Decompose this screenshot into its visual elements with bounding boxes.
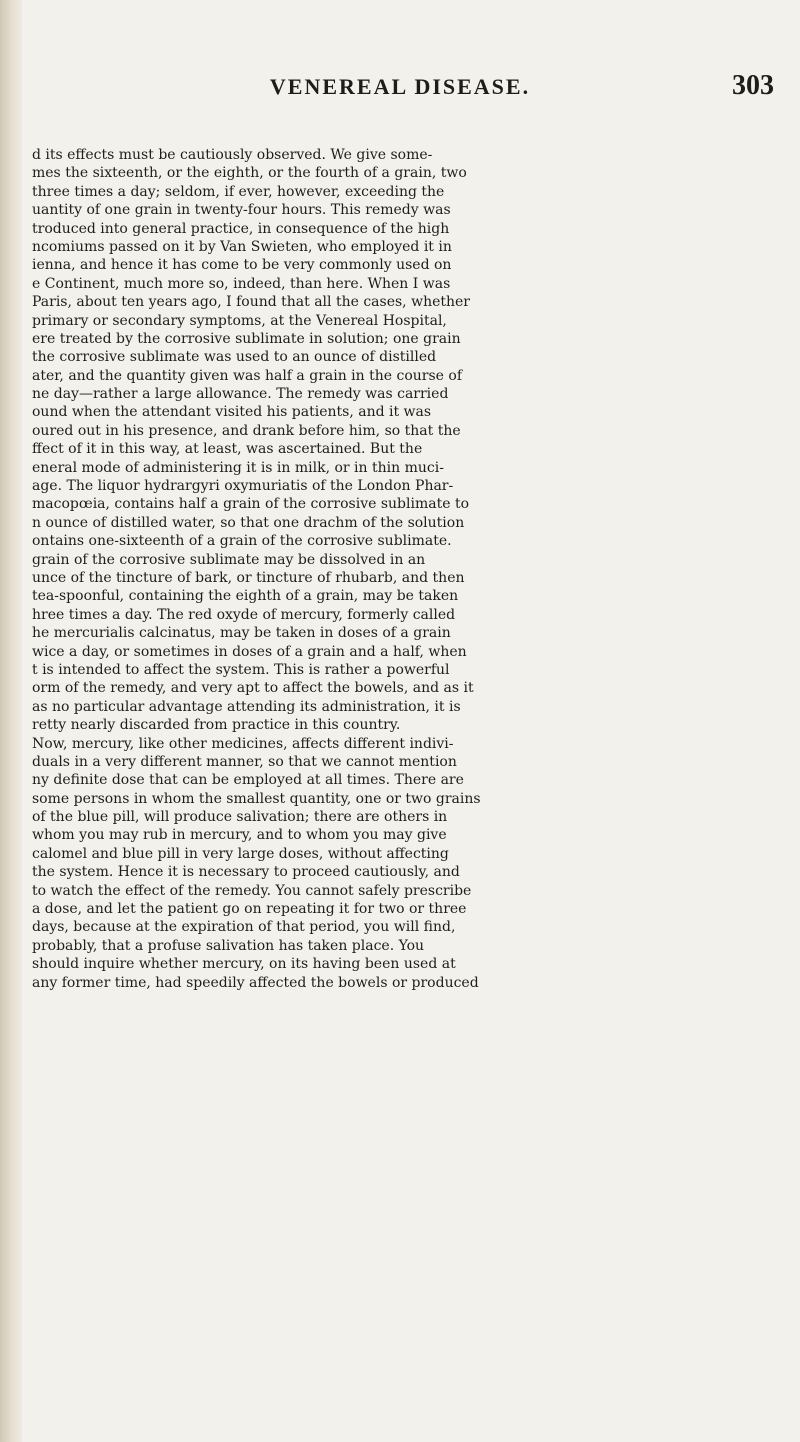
- text-line: of the blue pill, will produce salivation; there are others in: [32, 809, 448, 826]
- text-line: ne day—rather a large allowance. The remedy was carried: [32, 386, 449, 403]
- text-line: tea-spoonful, containing the eighth of a grain, may be taken: [32, 588, 459, 605]
- text-line: calomel and blue pill in very large doses, without affecting: [32, 845, 449, 862]
- text-line: grain of the corrosive sublimate may be dissolved in an: [32, 551, 426, 568]
- text-line: ny definite dose that can be employed at all times. There are: [32, 772, 464, 789]
- text-line: whom you may rub in mercury, and to whom you may give: [32, 827, 447, 844]
- text-line: age. The liquor hydrargyri oxymuriatis of the London Phar-: [32, 478, 454, 495]
- text-line: the system. Hence it is necessary to proceed cautiously, and: [32, 864, 460, 881]
- text-line: troduced into general practice, in consequence of the high: [32, 220, 450, 237]
- text-line: unce of the tincture of bark, or tincture of rhubarb, and then: [32, 569, 465, 586]
- page-number: 303: [732, 70, 774, 101]
- text-line: n ounce of distilled water, so that one drachm of the solution: [32, 514, 465, 531]
- text-line: ienna, and hence it has come to be very commonly used on: [32, 257, 452, 274]
- text-line: any former time, had speedily affected the bowels or produced: [32, 974, 479, 991]
- text-line: some persons in whom the smallest quantity, one or two grains: [32, 790, 481, 807]
- text-line: retty nearly discarded from practice in this country.: [32, 717, 401, 734]
- text-line: duals in a very different manner, so that we cannot mention: [32, 753, 457, 770]
- text-line: should inquire whether mercury, on its having been used at: [32, 956, 456, 973]
- text-line: as no particular advantage attending its administration, it is: [32, 698, 461, 715]
- text-line: wice a day, or sometimes in doses of a grain and a half, when: [32, 643, 467, 660]
- text-line: macopœia, contains half a grain of the corrosive sublimate to: [32, 496, 470, 513]
- text-line: to watch the effect of the remedy. You cannot safely prescribe: [32, 882, 472, 899]
- text-line: primary or secondary symptoms, at the Venereal Hospital,: [32, 312, 447, 329]
- body-text: [32, 146, 772, 992]
- text-line: orm of the remedy, and very apt to affect the bowels, and as it: [32, 680, 474, 697]
- page-gutter-shadow: [0, 0, 22, 1442]
- text-line: mes the sixteenth, or the eighth, or the fourth of a grain, two: [32, 165, 467, 182]
- page-header: [0, 70, 800, 110]
- text-line: ater, and the quantity given was half a grain in the course of: [32, 367, 463, 384]
- text-line: three times a day; seldom, if ever, however, exceeding the: [32, 183, 445, 200]
- text-line: ffect of it in this way, at least, was ascertained. But the: [32, 441, 423, 458]
- running-head: VENEREAL DISEASE.: [269, 74, 531, 99]
- text-line: t is intended to affect the system. This is rather a powerful: [32, 661, 450, 678]
- text-line: the corrosive sublimate was used to an ounce of distilled: [32, 349, 437, 366]
- text-line: days, because at the expiration of that period, you will find,: [32, 919, 456, 936]
- text-line: ontains one-sixteenth of a grain of the corrosive sublimate.: [32, 533, 452, 550]
- text-line: Paris, about ten years ago, I found that all the cases, whether: [32, 294, 470, 311]
- text-line: he mercurialis calcinatus, may be taken in doses of a grain: [32, 625, 451, 642]
- text-line: ound when the attendant visited his patients, and it was: [32, 404, 432, 421]
- text-line: d its effects must be cautiously observed. We give some-: [32, 147, 433, 163]
- text-line: uantity of one grain in twenty-four hours. This remedy was: [32, 202, 451, 219]
- text-line: Now, mercury, like other medicines, affects different indivi-: [32, 735, 454, 752]
- text-line: e Continent, much more so, indeed, than here. When I was: [32, 275, 451, 292]
- text-line: ncomiums passed on it by Van Swieten, who employed it in: [32, 238, 452, 255]
- text-line: eneral mode of administering it is in milk, or in thin muci-: [32, 459, 444, 476]
- text-line: hree times a day. The red oxyde of mercury, formerly called: [32, 606, 456, 623]
- text-line: ere treated by the corrosive sublimate in solution; one grain: [32, 330, 461, 347]
- text-line: a dose, and let the patient go on repeating it for two or three: [32, 901, 467, 918]
- text-line: probably, that a profuse salivation has taken place. You: [32, 937, 425, 954]
- text-line: oured out in his presence, and drank before him, so that the: [32, 422, 461, 439]
